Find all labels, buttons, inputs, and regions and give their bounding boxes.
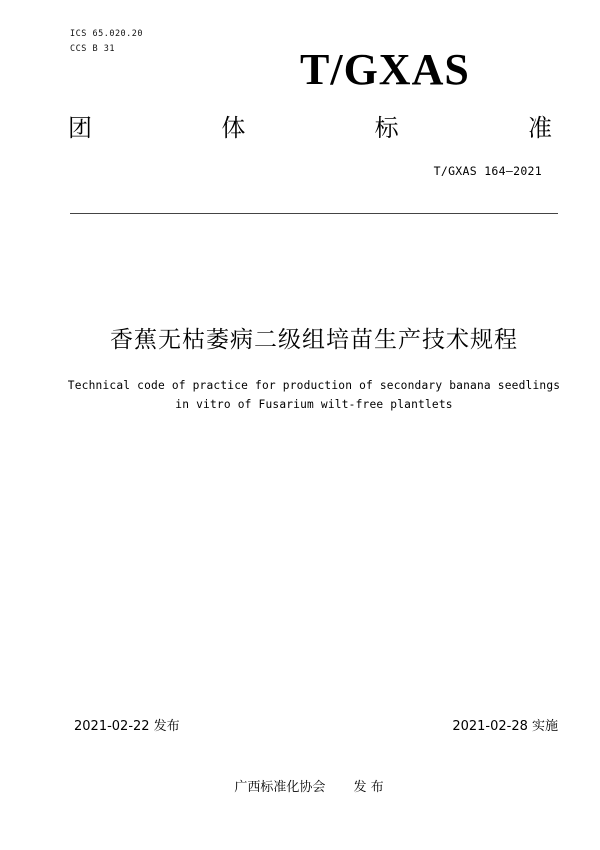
ics-code: ICS 65.020.20: [70, 29, 144, 39]
doc-type-char-4: 准: [527, 114, 552, 142]
standard-brand: T/GXAS: [300, 45, 470, 94]
ccs-code: CCS B 31: [70, 44, 115, 54]
doc-type-char-3: 标: [374, 114, 399, 142]
doc-type-char-2: 体: [221, 114, 246, 142]
issuer-action: 发 布: [353, 780, 384, 795]
issuer-organization: 广西标准化协会: [234, 780, 326, 795]
title-chinese: 香蕉无枯萎病二级组培苗生产技术规程: [110, 327, 518, 353]
title-english-line-1: Technical code of practice for production of secondary banana seedlings: [67, 379, 561, 392]
implementation-date: 2021-02-28 实施: [452, 719, 558, 734]
document-number: T/GXAS 164—2021: [433, 164, 542, 178]
document-type: [68, 116, 552, 140]
title-english-line-2: in vitro of Fusarium wilt-free plantlets: [175, 398, 453, 411]
issuer-line: [0, 776, 600, 795]
issue-date: 2021-02-22 发布: [74, 719, 180, 734]
header-divider: [70, 213, 558, 214]
doc-type-char-1: 团: [68, 114, 92, 142]
